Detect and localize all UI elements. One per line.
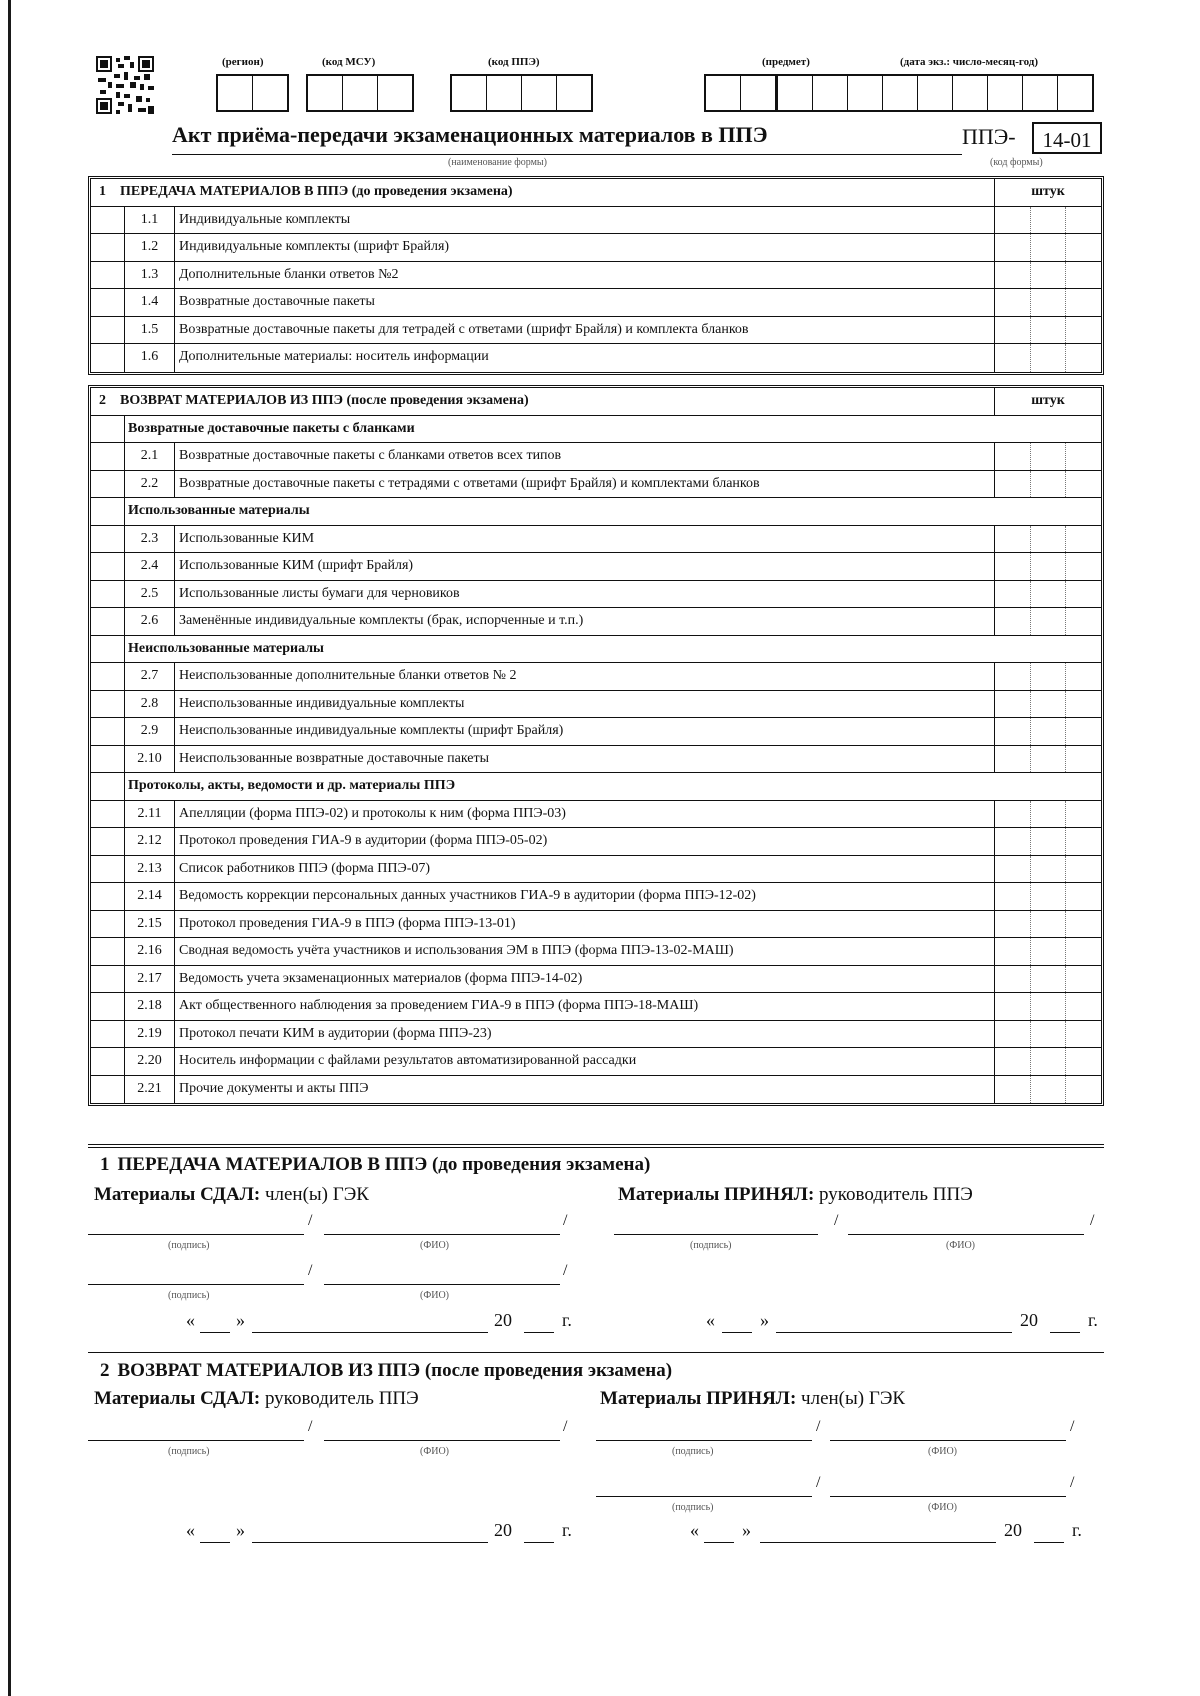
slash: / — [308, 1262, 313, 1279]
table-row — [91, 608, 1101, 636]
row-text: Возвратные доставочные пакеты — [175, 289, 995, 316]
section-spacer — [91, 828, 125, 855]
form-code-prefix: ППЭ- — [962, 124, 1016, 149]
group-header — [91, 636, 1101, 664]
row-text: Заменённые индивидуальные комплекты (брак, испорченные и т.п.) — [175, 608, 995, 635]
day-line[interactable] — [200, 1542, 230, 1543]
section-spacer — [91, 416, 125, 443]
row-number: 2.19 — [125, 1021, 175, 1048]
date-open-quote: « — [186, 1310, 195, 1330]
divider — [88, 1144, 1104, 1148]
region-field[interactable] — [216, 74, 289, 112]
signature-line[interactable] — [88, 1234, 304, 1235]
row-number: 2.17 — [125, 966, 175, 993]
group-title: Использованные материалы — [128, 503, 310, 518]
year-suffix: г. — [1088, 1310, 1098, 1330]
row-text: Протокол проведения ГИА-9 в аудитории (форма ППЭ-05-02) — [175, 828, 995, 855]
section1-number: 1 — [99, 184, 106, 199]
fio-caption: (ФИО) — [420, 1290, 450, 1301]
fio-caption: (ФИО) — [420, 1240, 450, 1251]
mou-label: (код МСУ) — [322, 56, 376, 68]
table-row — [91, 317, 1101, 345]
sign-caption: (подпись) — [672, 1502, 714, 1513]
section-spacer — [91, 608, 125, 635]
table-row — [91, 471, 1101, 499]
row-text: Возвратные доставочные пакеты с тетрадями с ответами (шрифт Брайля) и комплектами бланков — [175, 471, 995, 498]
slash: / — [308, 1418, 313, 1435]
year-line[interactable] — [524, 1542, 554, 1543]
sign-caption: (подпись) — [690, 1240, 732, 1251]
section-spacer — [91, 1076, 125, 1104]
row-number: 2.3 — [125, 526, 175, 553]
qr-code-icon — [96, 56, 154, 114]
group-header — [91, 773, 1101, 801]
year-prefix: 20 — [494, 1310, 512, 1330]
month-line[interactable] — [252, 1332, 488, 1333]
table-row — [91, 207, 1101, 235]
section-spacer — [91, 471, 125, 498]
row-text: Возвратные доставочные пакеты с бланками ответов всех типов — [175, 443, 995, 470]
count-cells[interactable] — [995, 801, 1101, 828]
year-line[interactable] — [524, 1332, 554, 1333]
row-text: Дополнительные бланки ответов №2 — [175, 262, 995, 289]
section-spacer — [91, 993, 125, 1020]
row-number: 2.20 — [125, 1048, 175, 1075]
slash: / — [563, 1212, 568, 1229]
page-left-edge — [8, 0, 11, 1696]
title-underline — [172, 154, 962, 155]
group-header — [91, 498, 1101, 526]
count-cells[interactable] — [995, 608, 1101, 635]
row-text: Акт общественного наблюдения за проведением ГИА-9 в ППЭ (форма ППЭ-18-МАШ) — [175, 993, 995, 1020]
section1-unit: штук — [1031, 184, 1065, 199]
row-number: 2.7 — [125, 663, 175, 690]
month-line[interactable] — [776, 1332, 1012, 1333]
section-spacer — [91, 234, 125, 261]
count-cells[interactable] — [995, 1076, 1101, 1104]
signature-line[interactable] — [596, 1496, 812, 1497]
fio-line[interactable] — [848, 1234, 1084, 1235]
year-line[interactable] — [1034, 1542, 1064, 1543]
year-prefix: 20 — [1004, 1520, 1022, 1540]
row-number: 1.3 — [125, 262, 175, 289]
count-cells[interactable] — [995, 911, 1101, 938]
count-cells[interactable] — [995, 1048, 1101, 1075]
table-row — [91, 828, 1101, 856]
date-close-quote: » — [760, 1310, 769, 1330]
table-row — [91, 938, 1101, 966]
row-number: 2.15 — [125, 911, 175, 938]
fio-line[interactable] — [830, 1440, 1066, 1441]
date-field[interactable] — [776, 74, 1094, 112]
row-number: 2.4 — [125, 553, 175, 580]
row-number: 2.14 — [125, 883, 175, 910]
section-spacer — [91, 289, 125, 316]
table-row — [91, 581, 1101, 609]
slash: / — [1070, 1474, 1075, 1491]
month-line[interactable] — [252, 1542, 488, 1543]
section-spacer — [91, 262, 125, 289]
subject-field[interactable] — [704, 74, 777, 112]
subject-label: (предмет) — [762, 56, 810, 68]
count-cells[interactable] — [995, 856, 1101, 883]
form-code-caption: (код формы) — [990, 157, 1043, 168]
table-row — [91, 1048, 1101, 1076]
year-suffix: г. — [562, 1520, 572, 1540]
sig2-right-role: Материалы ПРИНЯЛ: член(ы) ГЭК — [600, 1388, 906, 1409]
count-cells[interactable] — [995, 581, 1101, 608]
date-open-quote: « — [706, 1310, 715, 1330]
section-spacer — [91, 443, 125, 470]
row-text: Неиспользованные возвратные доставочные пакеты — [175, 746, 995, 773]
section-spacer — [91, 1048, 125, 1075]
fio-line[interactable] — [324, 1284, 560, 1285]
sign-caption: (подпись) — [672, 1446, 714, 1457]
table-row — [91, 1021, 1101, 1049]
row-text: Неиспользованные индивидуальные комплекты (шрифт Брайля) — [175, 718, 995, 745]
row-number: 1.2 — [125, 234, 175, 261]
count-cells[interactable] — [995, 938, 1101, 965]
count-cells[interactable] — [995, 828, 1101, 855]
row-text: Дополнительные материалы: носитель информации — [175, 344, 995, 372]
row-number: 2.13 — [125, 856, 175, 883]
table-row — [91, 856, 1101, 884]
sign-caption: (подпись) — [168, 1446, 210, 1457]
day-line[interactable] — [722, 1332, 752, 1333]
date-close-quote: » — [236, 1520, 245, 1540]
section-spacer — [91, 1021, 125, 1048]
count-cells[interactable] — [995, 993, 1101, 1020]
row-number: 2.16 — [125, 938, 175, 965]
count-cells[interactable] — [995, 691, 1101, 718]
month-line[interactable] — [760, 1542, 996, 1543]
row-text: Список работников ППЭ (форма ППЭ-07) — [175, 856, 995, 883]
section1-header — [91, 179, 1101, 207]
sig1-right-role: Материалы ПРИНЯЛ: руководитель ППЭ — [618, 1184, 973, 1205]
fio-caption: (ФИО) — [946, 1240, 976, 1251]
date-open-quote: « — [186, 1520, 195, 1540]
signature-line[interactable] — [88, 1284, 304, 1285]
sig2-heading: 2 ВОЗВРАТ МАТЕРИАЛОВ ИЗ ППЭ (после проведения экзамена) — [100, 1360, 673, 1381]
row-text: Возвратные доставочные пакеты для тетрадей с ответами (шрифт Брайля) и комплекта бланков — [175, 317, 995, 344]
slash: / — [308, 1212, 313, 1229]
date-close-quote: » — [236, 1310, 245, 1330]
count-cells[interactable] — [995, 289, 1101, 316]
count-cells[interactable] — [995, 746, 1101, 773]
row-text: Апелляции (форма ППЭ-02) и протоколы к ним (форма ППЭ-03) — [175, 801, 995, 828]
section-spacer — [91, 636, 125, 663]
count-cells[interactable] — [995, 526, 1101, 553]
ppe-field[interactable] — [450, 74, 593, 112]
count-cells[interactable] — [995, 883, 1101, 910]
row-text: Прочие документы и акты ППЭ — [175, 1076, 995, 1104]
section-spacer — [91, 498, 125, 525]
row-text: Индивидуальные комплекты — [175, 207, 995, 234]
slash: / — [1090, 1212, 1095, 1229]
row-text: Носитель информации с файлами результатов автоматизированной рассадки — [175, 1048, 995, 1075]
fio-line[interactable] — [830, 1496, 1066, 1497]
year-prefix: 20 — [494, 1520, 512, 1540]
sign-caption: (подпись) — [168, 1290, 210, 1301]
sig1-left-role: Материалы СДАЛ: член(ы) ГЭК — [94, 1184, 369, 1205]
table-row — [91, 234, 1101, 262]
row-text: Индивидуальные комплекты (шрифт Брайля) — [175, 234, 995, 261]
signature-line[interactable] — [596, 1440, 812, 1441]
count-cells[interactable] — [995, 966, 1101, 993]
group-header — [91, 416, 1101, 444]
count-cells[interactable] — [995, 443, 1101, 470]
day-line[interactable] — [704, 1542, 734, 1543]
section2-number: 2 — [99, 393, 106, 408]
signature-line[interactable] — [88, 1440, 304, 1441]
group-title: Протоколы, акты, ведомости и др. материалы ППЭ — [128, 778, 456, 793]
mou-field[interactable] — [306, 74, 414, 112]
section2-table — [88, 385, 1104, 1106]
row-text: Неиспользованные дополнительные бланки ответов № 2 — [175, 663, 995, 690]
section-spacer — [91, 856, 125, 883]
ppe-label: (код ППЭ) — [488, 56, 540, 68]
count-cells[interactable] — [995, 471, 1101, 498]
row-number: 2.21 — [125, 1076, 175, 1104]
row-number: 1.5 — [125, 317, 175, 344]
slash: / — [834, 1212, 839, 1229]
row-text: Ведомость учета экзаменационных материалов (форма ППЭ-14-02) — [175, 966, 995, 993]
section-spacer — [91, 938, 125, 965]
section-spacer — [91, 773, 125, 800]
fio-line[interactable] — [324, 1234, 560, 1235]
count-cells[interactable] — [995, 262, 1101, 289]
section-spacer — [91, 663, 125, 690]
year-suffix: г. — [562, 1310, 572, 1330]
section2-header — [91, 388, 1101, 416]
section-spacer — [91, 317, 125, 344]
year-suffix: г. — [1072, 1520, 1082, 1540]
table-row — [91, 801, 1101, 829]
section-spacer — [91, 966, 125, 993]
section2-unit: штук — [1031, 393, 1065, 408]
row-number: 1.1 — [125, 207, 175, 234]
section-spacer — [91, 718, 125, 745]
section2-title: ВОЗВРАТ МАТЕРИАЛОВ ИЗ ППЭ (после проведения экзамена) — [120, 393, 529, 408]
table-row — [91, 911, 1101, 939]
row-number: 2.1 — [125, 443, 175, 470]
count-cells[interactable] — [995, 663, 1101, 690]
date-close-quote: » — [742, 1520, 751, 1540]
table-row — [91, 746, 1101, 774]
fio-caption: (ФИО) — [928, 1446, 958, 1457]
count-cells[interactable] — [995, 234, 1101, 261]
fio-caption: (ФИО) — [420, 1446, 450, 1457]
sig2-left-role: Материалы СДАЛ: руководитель ППЭ — [94, 1388, 419, 1409]
table-row — [91, 1076, 1101, 1104]
sig1-heading: 1 ПЕРЕДАЧА МАТЕРИАЛОВ В ППЭ (до проведения экзамена) — [100, 1154, 651, 1175]
section-spacer — [91, 691, 125, 718]
date-open-quote: « — [690, 1520, 699, 1540]
row-text: Неиспользованные индивидуальные комплекты — [175, 691, 995, 718]
region-label: (регион) — [222, 56, 264, 68]
row-text: Использованные КИМ — [175, 526, 995, 553]
section-spacer — [91, 553, 125, 580]
slash: / — [563, 1262, 568, 1279]
row-number: 2.5 — [125, 581, 175, 608]
row-text: Использованные листы бумаги для черновиков — [175, 581, 995, 608]
row-number: 1.6 — [125, 344, 175, 372]
signature-line[interactable] — [614, 1234, 818, 1235]
form-code: 14-01 — [1032, 122, 1102, 154]
row-number: 2.18 — [125, 993, 175, 1020]
sign-caption: (подпись) — [168, 1240, 210, 1251]
count-cells[interactable] — [995, 317, 1101, 344]
row-text: Протокол проведения ГИА-9 в ППЭ (форма ППЭ-13-01) — [175, 911, 995, 938]
count-cells[interactable] — [995, 1021, 1101, 1048]
count-cells[interactable] — [995, 553, 1101, 580]
slash: / — [816, 1474, 821, 1491]
fio-line[interactable] — [324, 1440, 560, 1441]
row-number: 2.8 — [125, 691, 175, 718]
section1-title: ПЕРЕДАЧА МАТЕРИАЛОВ В ППЭ (до проведения экзамена) — [120, 184, 513, 199]
section-spacer — [91, 883, 125, 910]
section1-table — [88, 176, 1104, 375]
section-spacer — [91, 801, 125, 828]
section-spacer — [91, 581, 125, 608]
section-spacer — [91, 911, 125, 938]
row-number: 1.4 — [125, 289, 175, 316]
table-row — [91, 262, 1101, 290]
row-number: 2.9 — [125, 718, 175, 745]
count-cells[interactable] — [995, 207, 1101, 234]
table-row — [91, 718, 1101, 746]
slash: / — [1070, 1418, 1075, 1435]
table-row — [91, 526, 1101, 554]
table-row — [91, 553, 1101, 581]
slash: / — [563, 1418, 568, 1435]
year-prefix: 20 — [1020, 1310, 1038, 1330]
page-title: Акт приёма-передачи экзаменационных материалов в ППЭ — [172, 122, 768, 147]
row-text: Сводная ведомость учёта участников и использования ЭМ в ППЭ (форма ППЭ-13-02-МАШ) — [175, 938, 995, 965]
count-cells[interactable] — [995, 718, 1101, 745]
year-line[interactable] — [1050, 1332, 1080, 1333]
row-number: 2.2 — [125, 471, 175, 498]
section-spacer — [91, 746, 125, 773]
count-cells[interactable] — [995, 344, 1101, 372]
date-label: (дата экз.: число-месяц-год) — [900, 56, 1038, 68]
section-spacer — [91, 344, 125, 372]
section-spacer — [91, 207, 125, 234]
slash: / — [816, 1418, 821, 1435]
row-text: Ведомость коррекции персональных данных участников ГИА-9 в аудитории (форма ППЭ-12-02) — [175, 883, 995, 910]
table-row — [91, 691, 1101, 719]
table-row — [91, 663, 1101, 691]
divider — [88, 1352, 1104, 1353]
group-title: Возвратные доставочные пакеты с бланками — [128, 420, 415, 436]
row-number: 2.10 — [125, 746, 175, 773]
table-row — [91, 344, 1101, 372]
table-row — [91, 993, 1101, 1021]
day-line[interactable] — [200, 1332, 230, 1333]
section-spacer — [91, 526, 125, 553]
table-row — [91, 443, 1101, 471]
group-title: Неиспользованные материалы — [128, 640, 324, 656]
row-number: 2.11 — [125, 801, 175, 828]
row-number: 2.12 — [125, 828, 175, 855]
table-row — [91, 883, 1101, 911]
table-row — [91, 966, 1101, 994]
row-text: Использованные КИМ (шрифт Брайля) — [175, 553, 995, 580]
fio-caption: (ФИО) — [928, 1502, 958, 1513]
table-row — [91, 289, 1101, 317]
row-text: Протокол печати КИМ в аудитории (форма ППЭ-23) — [175, 1021, 995, 1048]
form-name-caption: (наименование формы) — [448, 157, 547, 168]
row-number: 2.6 — [125, 608, 175, 635]
